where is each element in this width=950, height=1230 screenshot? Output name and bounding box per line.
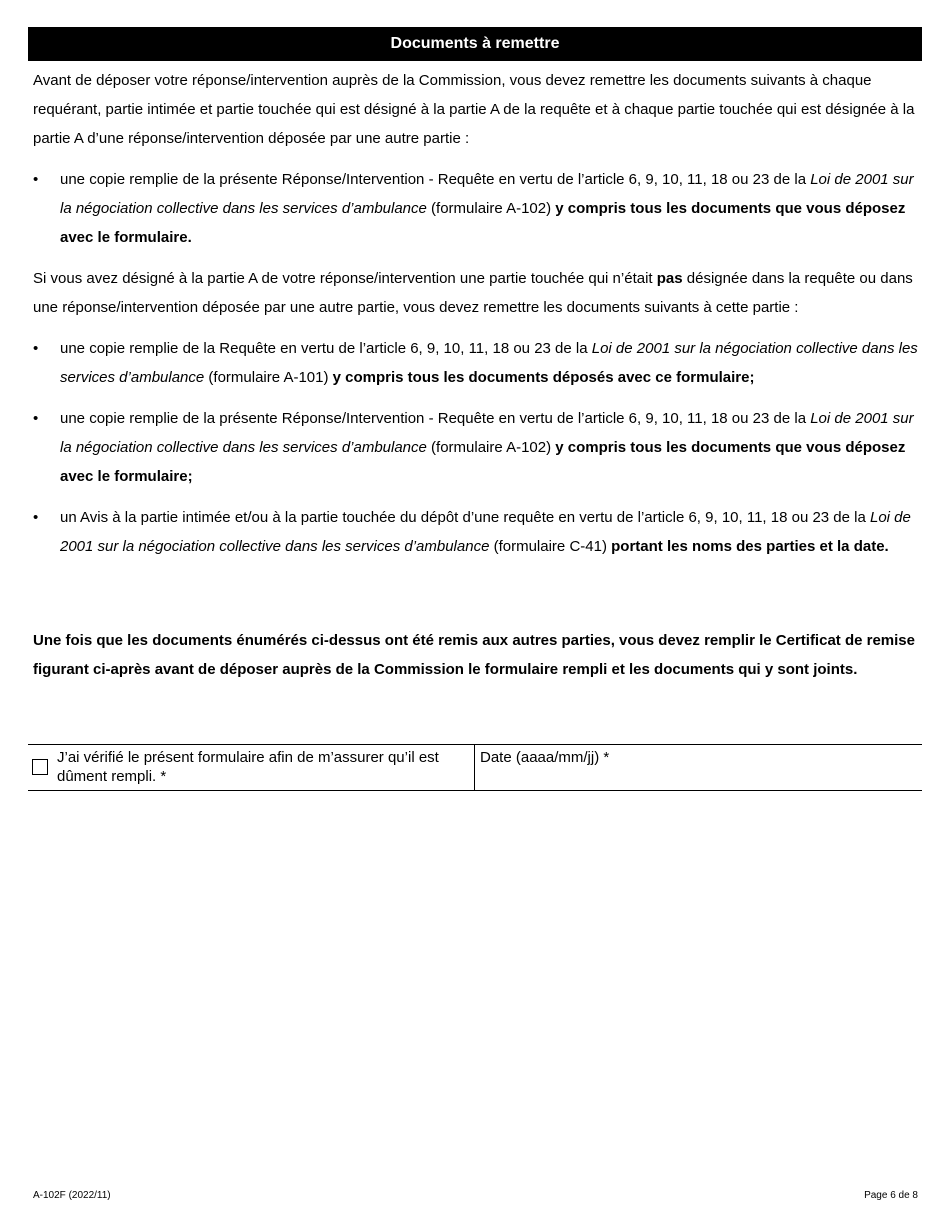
verified-checkbox-label: J’ai vérifié le présent formulaire afin de m’assurer qu’il est dûment rempli. * xyxy=(57,749,439,785)
list-item xyxy=(33,404,923,491)
closing-instruction-text: Une fois que les documents énumérés ci-dessus ont été remis aux autres parties, vous devez remplir le Certificat de remise figurant ci-après avant de déposer auprès de la Commission le formulaire rempli et les documents qui y sont joints. xyxy=(33,632,915,678)
date-input[interactable] xyxy=(480,768,914,788)
list-item xyxy=(33,334,923,392)
form-reference: (formulaire A-101) xyxy=(204,369,333,386)
list-item-text: une copie remplie de la présente Réponse/Intervention - Requête en vertu de l’article 6, 9, 10, 11, 18 ou 23 de la xyxy=(60,410,811,427)
act-title: Loi de 2001 sur la négociation collective dans les services d’ambulance xyxy=(60,410,914,456)
form-reference: (formulaire A-102) xyxy=(426,439,556,456)
second-paragraph-text-end: désignée dans la requête ou dans une réponse/intervention déposée par une autre partie, vous devez remettre les documents suivants à cette partie : xyxy=(33,270,913,316)
bullet-icon: • xyxy=(33,340,39,357)
list-item xyxy=(33,503,923,561)
second-paragraph xyxy=(33,264,923,322)
page-number: Page 6 de 8 xyxy=(864,1190,918,1201)
list-item xyxy=(33,165,923,252)
bullet-icon: • xyxy=(33,410,39,427)
verification-table xyxy=(28,744,922,791)
bullet-icon: • xyxy=(33,509,39,526)
second-paragraph-emphasis: pas xyxy=(656,270,683,287)
section-title: Documents à remettre xyxy=(28,27,922,61)
act-title: Loi de 2001 sur la négociation collective dans les services d’ambulance xyxy=(60,171,914,217)
list-item-emphasis: y compris tous les documents que vous déposez avec le formulaire; xyxy=(60,439,906,485)
verified-checkbox[interactable] xyxy=(32,759,48,775)
form-code: A-102F (2022/11) xyxy=(33,1190,111,1201)
list-item-emphasis: y compris tous les documents déposés avec ce formulaire; xyxy=(332,369,755,386)
intro-paragraph: Avant de déposer votre réponse/intervention auprès de la Commission, vous devez remettre les documents suivants à chaque requérant, partie intimée et partie touchée qui est désigné à la partie A de la requête et à chaque partie touchée qui est désignée à la partie A d’une réponse/intervention déposée par une autre partie : xyxy=(33,72,915,147)
list-item-text: un Avis à la partie intimée et/ou à la partie touchée du dépôt d’une requête en vertu de l’article 6, 9, 10, 11, 18 ou 23 de la xyxy=(60,509,870,526)
list-item-text: une copie remplie de la Requête en vertu de l’article 6, 9, 10, 11, 18 ou 23 de la xyxy=(60,340,592,357)
list-item-emphasis: portant les noms des parties et la date. xyxy=(611,538,889,555)
list-item-emphasis: y compris tous les documents que vous déposez avec le formulaire. xyxy=(60,200,906,246)
closing-instruction xyxy=(33,626,923,684)
date-cell xyxy=(475,745,922,790)
form-reference: (formulaire C-41) xyxy=(489,538,612,555)
verification-cell xyxy=(28,745,475,790)
list-item-text: une copie remplie de la présente Réponse/Intervention - Requête en vertu de l’article 6, 9, 10, 11, 18 ou 23 de la xyxy=(60,171,811,188)
second-paragraph-text: Si vous avez désigné à la partie A de votre réponse/intervention une partie touchée qui n’était xyxy=(33,270,657,287)
act-title: Loi de 2001 sur la négociation collective dans les services d’ambulance xyxy=(60,340,918,386)
act-title: Loi de 2001 sur la négociation collective dans les services d’ambulance xyxy=(60,509,911,555)
date-label: Date (aaaa/mm/jj) * xyxy=(480,749,610,766)
bullet-icon: • xyxy=(33,171,39,188)
form-reference: (formulaire A-102) xyxy=(426,200,556,217)
